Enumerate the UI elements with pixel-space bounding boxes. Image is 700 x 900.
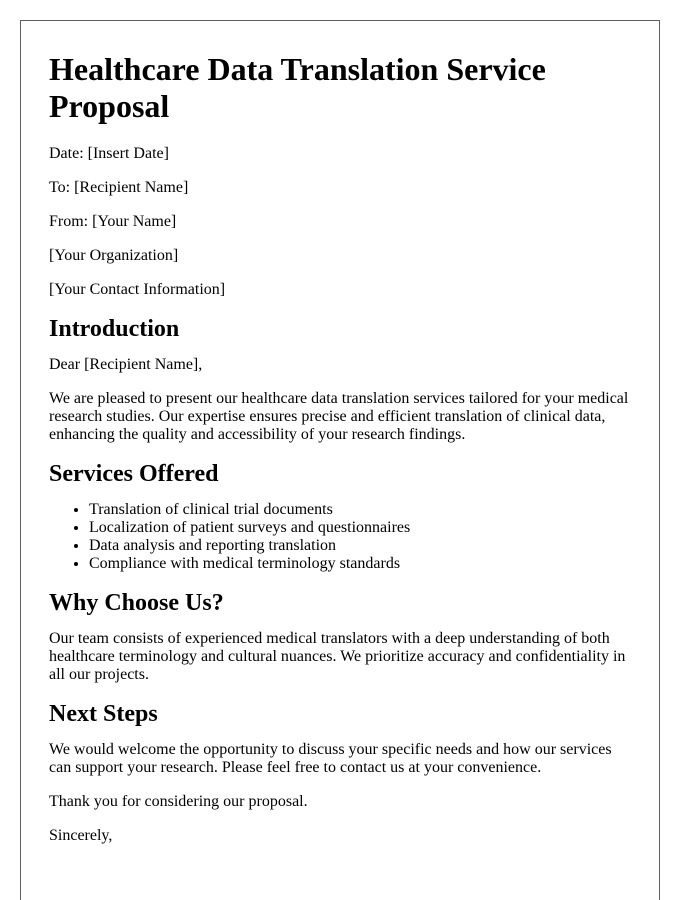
introduction-body: We are pleased to present our healthcare data translation services tailored for your medical research studies. Our expertise ensures precise and efficient translation of clinical data, enhancing the quality and accessibility of your research findings. — [49, 390, 629, 443]
recipient-line: To: [Recipient Name] — [49, 179, 189, 196]
contact-line: [Your Contact Information] — [49, 281, 226, 298]
list-item: • Localization of patient surveys and questionnaires — [89, 519, 631, 537]
services-heading: Services Offered — [49, 461, 219, 487]
services-list — [49, 501, 631, 573]
date-line: Date: [Insert Date] — [49, 145, 169, 162]
thanks-line: Thank you for considering our proposal. — [49, 793, 308, 810]
list-item: • Compliance with medical terminology standards — [89, 555, 631, 573]
closing-line: Sincerely, — [49, 827, 113, 844]
why-choose-us-body: Our team consists of experienced medical translators with a deep understanding of both healthcare terminology and cultural nuances. We prioritize accuracy and confidentiality in all our projects. — [49, 630, 626, 683]
introduction-heading: Introduction — [49, 316, 180, 342]
salutation: Dear [Recipient Name], — [49, 356, 203, 373]
next-steps-body: We would welcome the opportunity to discuss your specific needs and how our services can support your research. Please feel free to contact us at your convenience. — [49, 741, 612, 776]
list-item: • Data analysis and reporting translation — [89, 537, 631, 555]
sender-line: From: [Your Name] — [49, 213, 177, 230]
list-item: • Translation of clinical trial documents — [89, 501, 631, 519]
organization-line: [Your Organization] — [49, 247, 179, 264]
document-title: Healthcare Data Translation Service Proposal — [49, 51, 546, 124]
why-choose-us-heading: Why Choose Us? — [49, 590, 224, 616]
proposal-document — [20, 20, 660, 900]
next-steps-heading: Next Steps — [49, 701, 158, 727]
